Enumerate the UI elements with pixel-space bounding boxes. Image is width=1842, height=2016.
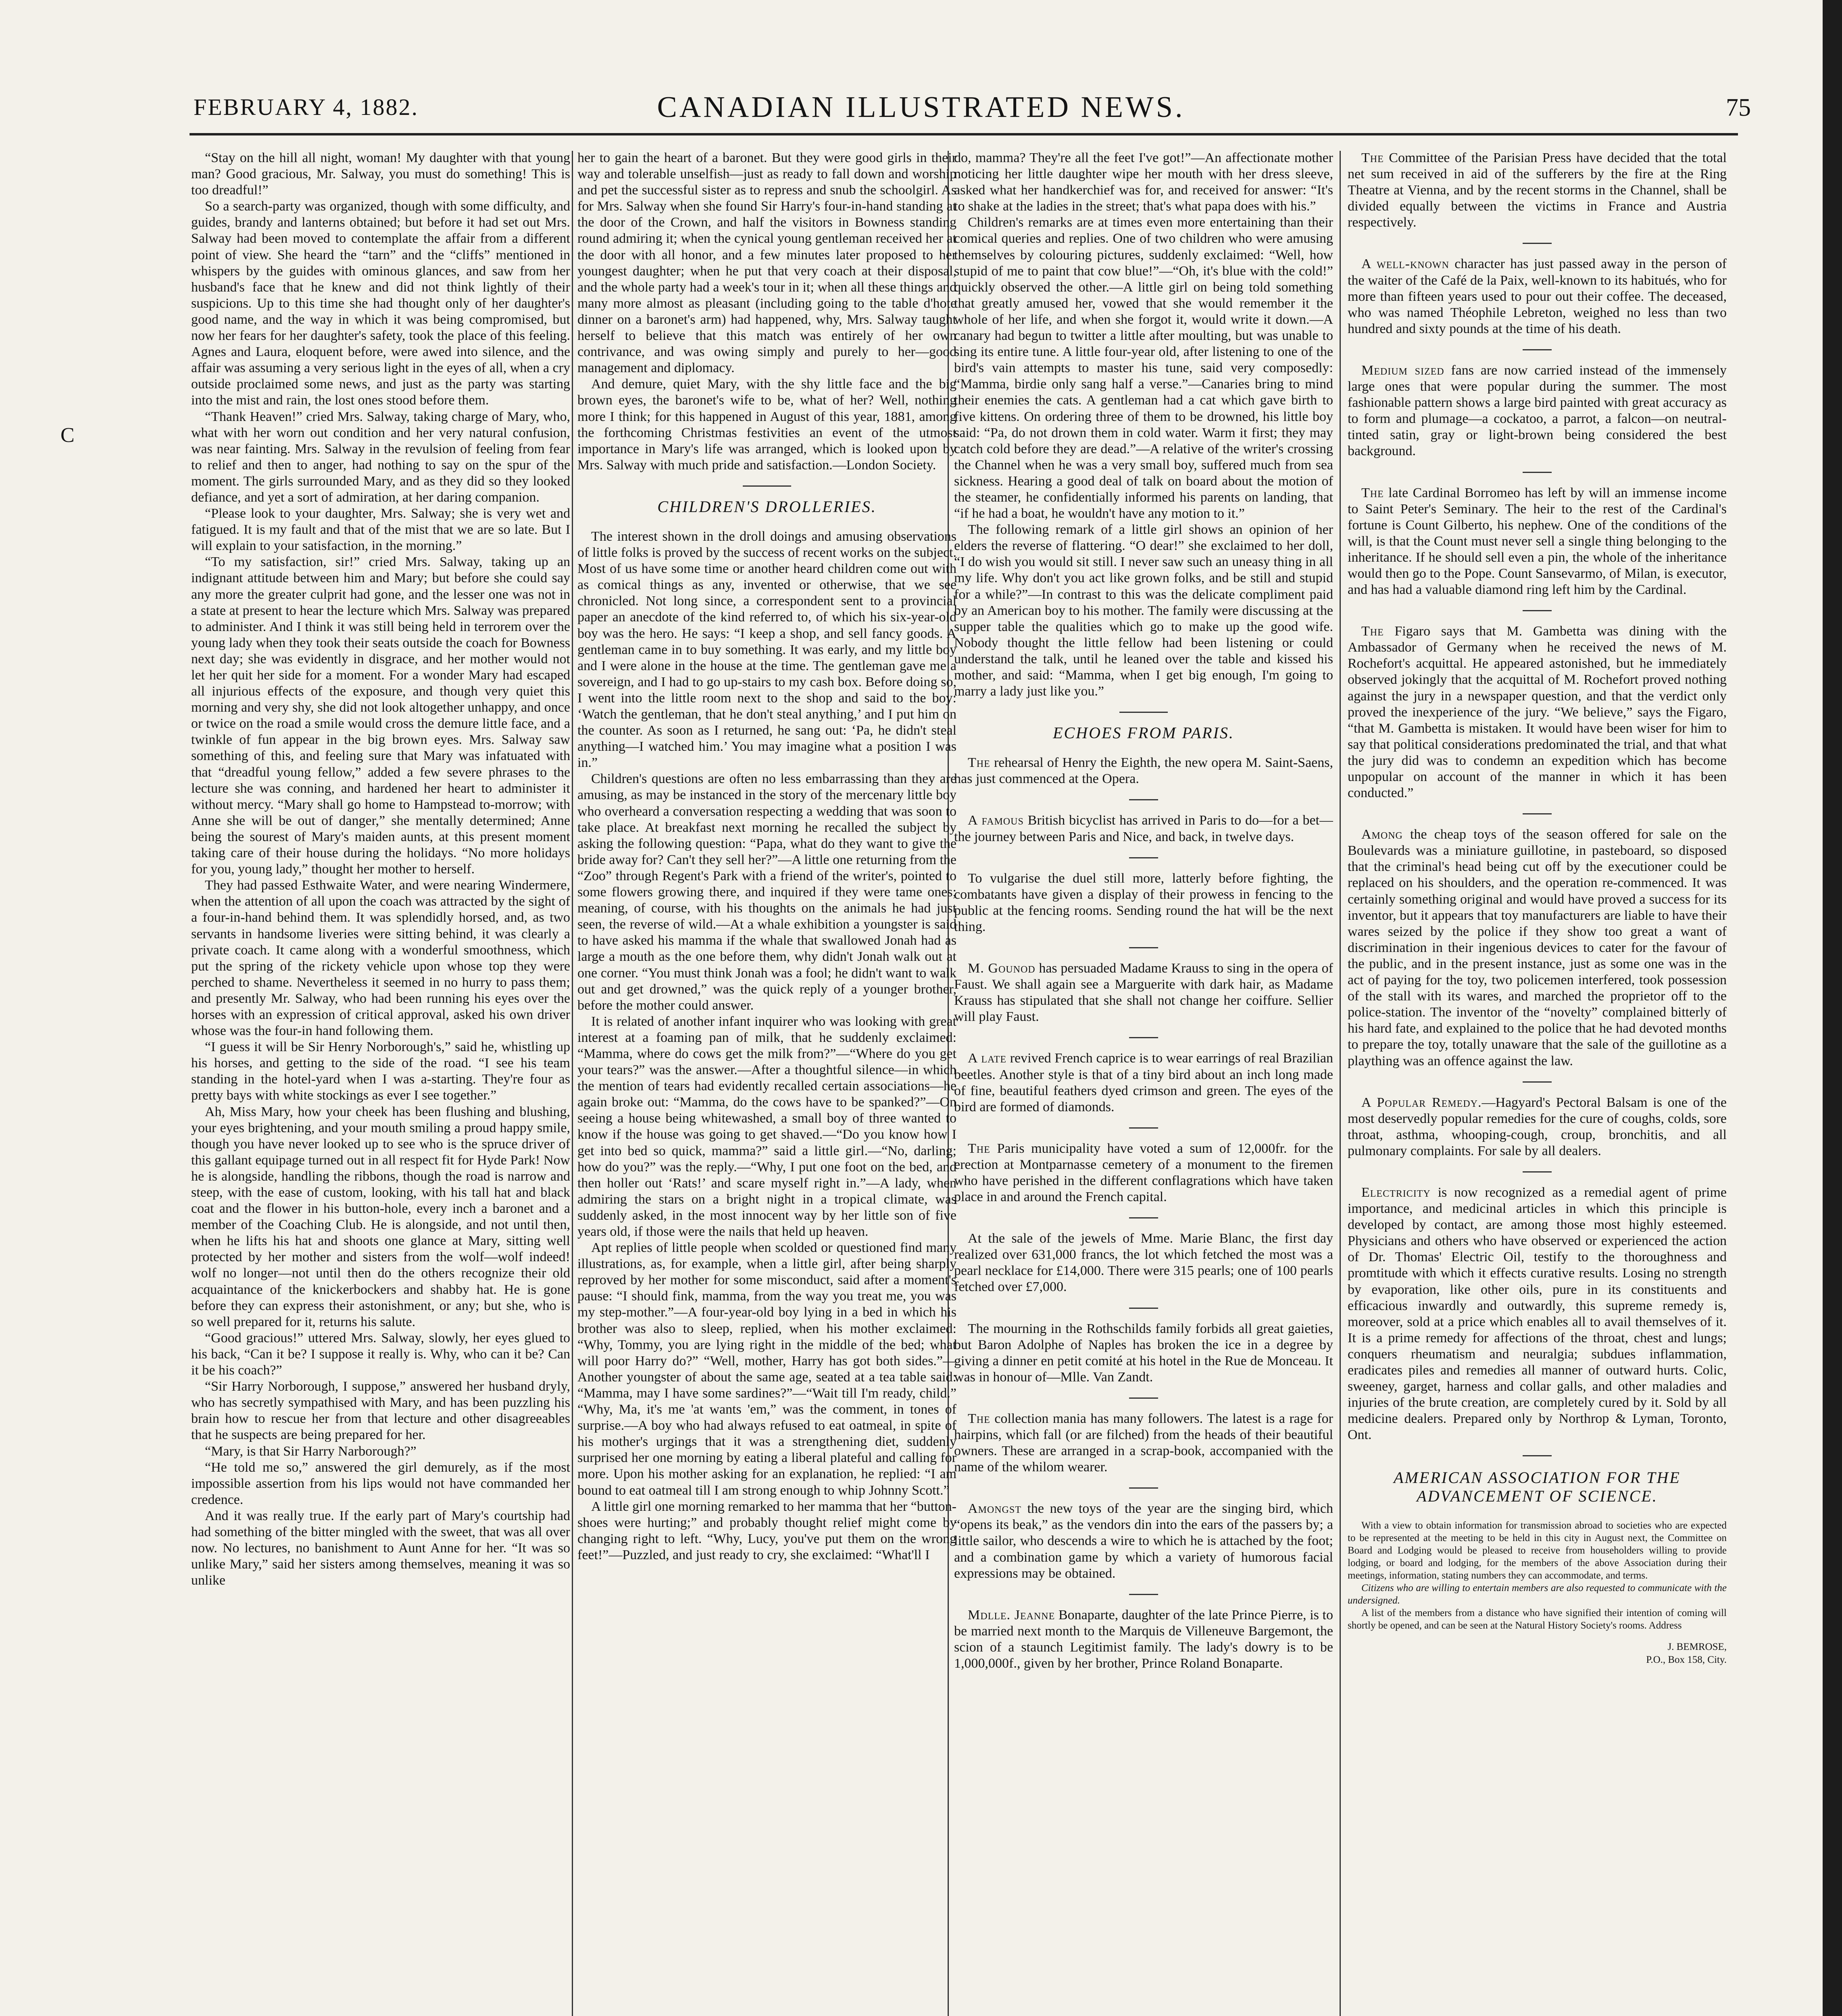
column-2 xyxy=(577,150,956,2016)
news-item xyxy=(1348,1185,1727,1443)
item-text: revived French caprice is to wear earrings of real Brazilian beetles. Another style is that of a tiny bird about an inch long made of fine, beautiful feathers dyed crimson and green. The eyes of the bird are formed of diamonds. xyxy=(954,1051,1333,1114)
item-text: The mourning in the Rothschilds family forbids all great gaieties, but Baron Adolphe of Naples has broken the ice in a degree by giving a dinner en petit comité at his hotel in the Rue de Monceau. It was in honour of—Mlle. Van Zandt. xyxy=(954,1321,1333,1385)
drolleries-paragraph: The interest shown in the droll doings and amusing observations of little folks is proved by the success of recent works on the subject. Most of us have some time or another heard children come out with as comical things as any, invented or otherwise, that we see chronicled. Not long since, a correspondent sent to a provincial paper an anecdote of the kind referred to, of which his six-year-old boy was the hero. He says: “I keep a shop, and sell fancy goods. A gentleman came in to buy something. It was early, and my little boy and I were alone in the house at the time. The gentleman gave me a sovereign, and I had to go up-stairs to my cash box. Before doing so, I went into the little room next to the shop and said to the boy: ‘Watch the gentleman, that he don't steal anything,’ and I put him on the counter. As soon as I returned, he sang out: ‘Pa, he didn't steal anything—I watched him.’ You may imagine what a position I was in.” xyxy=(577,529,956,771)
item-separator xyxy=(1129,1594,1158,1595)
section-rule xyxy=(1119,712,1168,713)
column-divider xyxy=(572,151,573,2016)
news-item xyxy=(954,1231,1333,1295)
news-item xyxy=(1348,150,1727,231)
item-lead: A famous xyxy=(968,813,1024,828)
item-lead: M. Gounod xyxy=(968,961,1036,976)
item-lead: The xyxy=(1361,150,1384,165)
item-separator xyxy=(1129,1308,1158,1309)
item-text: is now recognized as a remedial agent of prime importance, and medicinal articles in which this principle is developed by contact, are among those most highly esteemed. Physicians and others who have observed or experienced the action of Dr. Thomas' Electric Oil, testify to the thoroughness and promtitude with which it effects curative results. Losing no strength by evaporation, like other oils, pure in its constituents and efficacious inwardly and outwardly, this supreme remedy is, moreover, sold at a price which enables all to avail themselves of it. It is a prime remedy for affections of the throat, chest and lungs; conquers rheumatism and neuralgia; subdues inflammation, eradicates piles and remedies all manner of outward hurts. Colic, sweeney, garget, harness and collar galls, and other maladies and injuries of the brute creation, are completely cured by it. Sold by all medicine dealers. Prepared only by Northrop & Lyman, Toronto, Ont. xyxy=(1348,1185,1727,1443)
page-edge-shadow xyxy=(1823,0,1842,2016)
drolleries-paragraph: do, mamma? They're all the feet I've got!”—An affectionate mother noticing her little daughter wipe her mouth with her dress sleeve, asked what her handkerchief was for, and received for answer: “It's to shake at the ladies in the street; that's what papa does with his.” xyxy=(954,150,1333,214)
item-separator xyxy=(1129,1127,1158,1129)
news-item xyxy=(954,1501,1333,1581)
notice-body: A list of the members from a distance who have signified their intention of coming will shortly be opened, and can be seen at the Natural History Society's rooms. Address xyxy=(1348,1608,1727,1631)
story-paragraph: “Sir Harry Norborough, I suppose,” answered her husband dryly, who has secretly sympathised with Mary, and has been puzzling his brain how to rescue her from that lecture and other disagreeables that he suspects are being prepared for her. xyxy=(191,1379,570,1443)
item-text: Committee of the Parisian Press have decided that the total net sum received in aid of the sufferers by the fire at the Ring Theatre at Vienna, and by the recent storms in the Channel, shall be divided equally between the victims in France and Austria respectively. xyxy=(1348,150,1727,230)
item-separator xyxy=(1129,1397,1158,1399)
newspaper-title: CANADIAN ILLUSTRATED NEWS. xyxy=(657,91,1185,124)
notice-heading-line: AMERICAN ASSOCIATION FOR THE xyxy=(1394,1468,1681,1487)
item-lead: Medium sized xyxy=(1361,362,1444,378)
item-lead: Electricity xyxy=(1361,1185,1431,1200)
drolleries-paragraph: A little girl one morning remarked to her mamma that her “button-shoes were hurting;” and probably thought relief might come by changing right to left. “Why, Lucy, you've put them on the wrong feet!”—Puzzled, and just ready to cry, she exclaimed: “What'll I xyxy=(577,1499,956,1562)
item-lead: The xyxy=(1361,485,1384,500)
story-paragraph: Ah, Miss Mary, how your cheek has been flushing and blushing, your eyes brightening, and your mouth smiling a proud happy smile, though you have never looked up to see who is the spruce driver of this gallant equipage turned out in all respect fit for Hyde Park! Now he is alongside, handling the ribbons, though the road is narrow and steep, with the ease of custom, looking, with his tall hat and black coat and the flower in his button-hole, every inch a baronet and a member of the Coaching Club. He is alongside, and not until then, when he lifts his hat and shoots one glance at Mary, sitting well protected by her mother and sisters from the wolf—wolf indeed! wolf no longer—not until then do the others recognize their old acquaintance of the knickerbockers and shabby hat. He is gone before they can express their astonishment, or any; but she, who is so well prepared for it, returns his salute. xyxy=(191,1104,570,1329)
drolleries-paragraph: The following remark of a little girl shows an opinion of her elders the reverse of flattering. “O dear!” she exclaimed to her doll, “I do wish you would sit still. I never saw such an uneasy thing in all my life. Why don't you act like grown folks, and be still and stupid for a while?”—In contrast to this was the delicate compliment paid by an American boy to his mother. The family were discussing at the supper table the qualities which go to make up the good wife. Nobody thought the little fellow had been listening or could understand the talk, until he leaned over the table and kissed his mother, and said: “Mamma, when I get big enough, I'm going to marry a lady just like you.” xyxy=(954,522,1333,699)
story-paragraph: “To my satisfaction, sir!” cried Mrs. Salway, taking up an indignant attitude between him and Mary; but before she could say any more the greater culprit had gone, and the lesser one was not in a state at present to hear the lecture which Mrs. Salway was prepared to administer. And I think it was still being held in terrorem over the young lady when they took their seats outside the coach for Bowness next day; she was evidently in disgrace, and her mother would not let her quit her side for a moment. For a wonder Mary had escaped all injurious effects of the exposure, and though very quiet this morning and very shy, she did not look altogether unhappy, and once or twice on the road a smile would cross the demure little face, and a twinkle of fun appear in the big brown eyes. Mrs. Salway saw something of this, and feeling sure that Mary was infatuated with that “dreadful young fellow,” added a few severe phrases to the lecture she was conning, and hardened her heart to administer it without mercy. “Mary shall go home to Hampstead to-morrow; with Anne she will be out of danger,” she mentally determined; Anne being the sourest of Mary's maiden aunts, at this present moment taking care of their house during the holidays. “No more holidays for you, young lady,” thought her mother to herself. xyxy=(191,554,570,877)
item-separator xyxy=(1523,243,1552,244)
item-text: Paris municipality have voted a sum of 12,000fr. for the erection at Montparnasse cemetery of a monument to the firemen who have perished in the different conflagrations which have taken place in and around the French capital. xyxy=(954,1141,1333,1205)
item-separator xyxy=(1523,1171,1552,1173)
news-item xyxy=(954,1141,1333,1205)
item-separator xyxy=(1523,1081,1552,1083)
item-text: fans are now carried instead of the immensely large ones that were popular during the summer. The most fashionable pattern shows a large bird painted with great accuracy as to form and plumage—a cockatoo, a parrot, a falcon—on neutral-tinted satin, gray or light-brown being considered the best background. xyxy=(1348,362,1727,459)
news-item xyxy=(1348,827,1727,1069)
story-paragraph: “Good gracious!” uttered Mrs. Salway, slowly, her eyes glued to his back, “Can it be? I suppose it really is. Why, who can it be? Can it be his coach?” xyxy=(191,1330,570,1378)
item-lead: A well-known xyxy=(1361,256,1449,272)
notice-heading-line: ADVANCEMENT OF SCIENCE. xyxy=(1417,1487,1658,1506)
item-separator xyxy=(1523,472,1552,473)
section-heading-childrens-drolleries: CHILDREN'S DROLLERIES. xyxy=(657,497,877,516)
news-item xyxy=(954,755,1333,787)
story-paragraph: her to gain the heart of a baronet. But they were good girls in their way and tolerable unselfish—just as ready to fall down and worship and pet the successful sister as to repress and snub the schoolgirl. As for Mrs. Salway when she found Sir Harry's four-in-hand standing at the door of the Crown, and half the visitors in Bowness standing round admiring it; when the cynical young gentleman received her at the door with all honor, and a few minutes later proposed to her youngest daughter; when he put that very coach at their disposal, and the whole party had a week's tour in it; when all these things and many more almost as pleasant (including going to the table d'hote dinner on a baronet's arm) had happened, why, Mrs. Salway taught herself to believe that this match was entirely of her own contrivance, and was owing simply and purely to her—good management and diplomacy. xyxy=(577,150,956,376)
item-text: To vulgarise the duel still more, latterly before fighting, the combatants have given a display of their prowess in fencing to the public at the fencing rooms. Sending round the hat will be the next thing. xyxy=(954,871,1333,934)
item-text: Bonaparte, daughter of the late Prince Pierre, is to be married next month to the Marquis de Villeneuve Bargemont, the scion of a staunch Legitimist family. The lady's dowry is to be 1,000,000f., given by her brother, Prince Roland Bonaparte. xyxy=(954,1607,1333,1671)
item-separator xyxy=(1129,947,1158,948)
item-text: rehearsal of Henry the Eighth, the new opera M. Saint-Saens, has just commenced at the Opera. xyxy=(954,755,1333,787)
news-item xyxy=(954,871,1333,935)
column-3 xyxy=(954,150,1333,2016)
story-paragraph: And demure, quiet Mary, with the shy little face and the big brown eyes, the baronet's wife to be, what of her? Well, nothing more I think; for this happened in August of this year, 1881, among the forthcoming Christmas festivities an event of the utmost importance in Mary's life was arranged, which is looked upon by Mrs. Salway with much pride and satisfaction.—London Society. xyxy=(577,377,956,473)
story-paragraph: “I guess it will be Sir Henry Norborough's,” said he, whistling up his horses, and getting to the side of the road. “I see his team standing in the hotel-yard when I was a-starting. They're four as pretty bays with white stockings as ever I see together.” xyxy=(191,1039,570,1103)
item-text: the new toys of the year are the singing bird, which “opens its beak,” as the vendors din into the ears of the passers by; a little sailor, who descends a wire to which he is attached by the foot; and a combination game by which a variety of humorous facial expressions may be obtained. xyxy=(954,1501,1333,1581)
news-item xyxy=(1348,1095,1727,1159)
story-paragraph: “He told me so,” answered the girl demurely, as if the most impossible assertion from his lips would not have commanded her credence. xyxy=(191,1460,570,1507)
item-separator xyxy=(1523,1455,1552,1456)
news-item xyxy=(954,812,1333,845)
item-text: the cheap toys of the season offered for sale on the Boulevards was a miniature guillotine, in pasteboard, so disposed that the criminal's head being cut off by the executioner could be replaced on his shoulders, and the operation re-commenced. It was certainly something original and would have proved a success for its inventor, but it appears that toy manufacturers are liable to have their wares seized by the police if they show too great a want of discrimination in their ingenious devices to cater for the favour of the public, and in the present instance, just as some one was in the act of paying for the toy, two policemen interfered, took possession of the stall with its wares, and marched the proprietor off to the police-station. The inventor of the “novelty” complained bitterly of his hard fate, and explained to the police that he had devoted months to prepare the toy, totally unaware that the sale of the guillotine as a plaything was an offence against the law. xyxy=(1348,827,1727,1068)
notice-heading xyxy=(1348,1468,1727,1506)
news-item xyxy=(954,1607,1333,1672)
news-item xyxy=(1348,362,1727,460)
drolleries-paragraph: Children's remarks are at times even more entertaining than their comical queries and replies. One of two children who were amusing themselves by colouring pictures, suddenly exclaimed: “Well, how stupid of me to paint that cow blue!”—“Oh, it's blue with the cold!” quickly observed the other.—A little girl on being told something that greatly amused her, vowed that she would remember it the whole of her life, and when she forgot it, would write it down.—A canary had begun to twitter a little after moulting, but was unable to sing its entire tune. A little four-year old, after listening to one of the bird's vain attempts to master his tune, said very composedly: “Mamma, birdie only sang half a verse.”—Canaries bring to mind their enemies the cats. A gentleman had a cat which gave birth to five kittens. On ordering three of them to be drowned, his little boy said: “Pa, do not drown them in cold water. Warm it first; they may catch cold before they are dead.”—A relative of the writer's crossing the Channel when he was a very small boy, suffered much from sea sickness. Hearing a good deal of talk on board about the motion of the steamer, he confidentially informed his parents on landing, that “if he had a boat, he wouldn't have any motion to it.” xyxy=(954,215,1333,521)
news-item xyxy=(1348,485,1727,598)
item-lead: The xyxy=(1361,624,1384,639)
margin-mark: C xyxy=(60,424,75,447)
page-number: 75 xyxy=(1726,94,1751,121)
news-item xyxy=(1348,623,1727,801)
item-separator xyxy=(1523,813,1552,814)
item-text: British bicyclist has arrived in Paris to do—for a bet—the journey between Paris and Nice, and back, in twelve days. xyxy=(954,813,1333,844)
item-lead: Mdlle. Jeanne xyxy=(968,1607,1055,1622)
item-lead: The xyxy=(968,755,990,771)
signature-name: J. BEMROSE, xyxy=(1667,1641,1727,1653)
news-item xyxy=(954,1321,1333,1385)
item-separator xyxy=(1129,1217,1158,1218)
item-text: —Hagyard's Pectoral Balsam is one of the most deservedly popular remedies for the cure of coughs, colds, sore throat, asthma, whooping-cough, croup, bronchitis, and all pulmonary complaints. For sale by all dealers. xyxy=(1348,1095,1727,1158)
story-paragraph: “Please look to your daughter, Mrs. Salway; she is very wet and fatigued. It is my fault and that of the mist that we are so late. But I will explain to your satisfaction, in the morning.” xyxy=(191,506,570,554)
news-item xyxy=(954,960,1333,1025)
section-rule xyxy=(743,485,791,487)
news-item xyxy=(954,1050,1333,1115)
story-paragraph: “Thank Heaven!” cried Mrs. Salway, taking charge of Mary, who, what with her worn out condition and her very natural confusion, was near fainting. Mrs. Salway in the revulsion of feeling from fear to relief and then to anger, had nothing to say on the spur of the moment. The girls surrounded Mary, and as they did so they looked defiance, and yet a sort of admiration, at her daring companion. xyxy=(191,409,570,505)
drolleries-paragraph: Children's questions are often no less embarrassing than they are amusing, as may be instanced in the story of the mercenary little boy who overheard a conversation respecting a wedding that was soon to take place. At breakfast next morning he recalled the subject by asking the following question: “Papa, what do they want to give the bride away for? Can't they sell her?”—A little one returning from the “Zoo” through Regent's Park with a friend of the writer's, pointed to some flowers growing there, and inquired if they were tame ones; meaning, of course, with his thoughts on the animals he had just seen, the reverse of wild.—At a whale exhibition a youngster is said to have asked his mamma if the whale that swallowed Jonah had as large a mouth as the one before them, why didn't Jonah walk out at one corner. “You must think Jonah was a fool; he didn't want to walk out and get drowned,” was the quick reply of a younger brother, before the mother could answer. xyxy=(577,771,956,1013)
section-heading-echoes-from-paris: ECHOES FROM PARIS. xyxy=(1053,724,1234,742)
item-separator xyxy=(1129,799,1158,800)
column-1-story-continuation xyxy=(191,150,570,2016)
item-separator xyxy=(1523,349,1552,350)
story-paragraph: So a search-party was organized, though with some difficulty, and guides, brandy and lanterns obtained; but before it had set out Mrs. Salway had been moved to contemplate the affair from a different point of view. She heard the “tarn” and the “cliffs” mentioned in whispers by the guides with ominous glances, and saw from her husband's face that he knew and did not think lightly of their suspicions. Up to this time she had thought only of her daughter's good name, and the way in which it was being compromised, but now her fears for her daughter's safety, took the place of this feeling. Agnes and Laura, eloquent before, were awed into silence, and the affair was assuming a very serious light in the eyes of all, when a cry outside proclaimed some news, and just as the party was starting into the mist and rain, the lost ones stood before them. xyxy=(191,199,570,408)
item-text: character has just passed away in the person of the waiter of the Café de la Paix, well-known to its habitués, who for more than fifteen years used to pour out their coffee. The deceased, who was named Théophile Lebreton, weighed no less than two hundred and sixty pounds at the time of his death. xyxy=(1348,256,1727,336)
item-separator xyxy=(1129,857,1158,858)
item-lead: Amongst xyxy=(968,1501,1021,1516)
news-item xyxy=(1348,256,1727,337)
item-text: At the sale of the jewels of Mme. Marie Blanc, the first day realized over 631,000 francs, the lot which fetched the most was a pearl necklace for £14,000. There were 315 pearls; one of 100 pearls fetched over £7,000. xyxy=(954,1231,1333,1295)
notice-body-italic: Citizens who are willing to entertain members are also requested to communicate with the undersigned. xyxy=(1348,1583,1727,1606)
story-paragraph: “Stay on the hill all night, woman! My daughter with that young man? Good gracious, Mr. Salway, you must do something! This is too dreadful!” xyxy=(191,150,570,198)
column-divider xyxy=(1340,151,1341,2016)
item-lead: The xyxy=(968,1141,990,1156)
item-lead: The xyxy=(968,1411,990,1426)
drolleries-paragraph: Apt replies of little people when scolded or questioned find many illustrations, as, for example, when a little girl, after being sharply reproved by her mother for some misconduct, said after a moment's pause: “I should fink, mamma, from the way you treat me, you was my step-mother.”—A four-year-old boy lying in a bed in which his brother was also to sleep, replied, when his mother exclaimed: “Why, Tommy, you are lying right in the middle of the bed; what will poor Harry do?” “Well, mother, Harry has got both sides.”—Another youngster of about the same age, seated at a tea table said: “Mamma, may I have some sardines?”—“Wait till I'm ready, child.” “Why, Ma, it's me 'at wants 'em,” was the comment, in tones of surprise.—A boy who had always refused to eat oatmeal, in spite of his mother's urgings that it was a strengthening diet, suddenly surprised her one morning by eating a liberal plateful and calling for more. Upon his mother asking for an explanation, he replied: “I am bound to eat oatmeal till I am strong enough to whip Johnny Scott.” xyxy=(577,1240,956,1498)
item-separator xyxy=(1523,610,1552,611)
item-lead: Among xyxy=(1361,827,1403,842)
item-lead: A late xyxy=(968,1051,1007,1066)
column-4 xyxy=(1348,150,1727,2016)
item-text: has persuaded Madame Krauss to sing in the opera of Faust. We shall again see a Marguerite with dark hair, as Madame Krauss has stipulated that she shall not change her coiffure. Sellier will play Faust. xyxy=(954,961,1333,1025)
item-separator xyxy=(1129,1487,1158,1489)
item-text: late Cardinal Borromeo has left by will an immense income to Saint Peter's Seminary. The heir to the rest of the Cardinal's fortune is Count Gilberto, his nephew. One of the conditions of the will, is that the Count must never sell a single thing belonging to the inheritance. If he should sell even a pin, the whole of the inheritance would then go to the Pope. Count Sansevarmo, of Milan, is executor, and has had a valuable diamond ring left him by the Cardinal. xyxy=(1348,485,1727,598)
story-paragraph: And it was really true. If the early part of Mary's courtship had had something of the bitter mingled with the sweet, that was all over now. No lectures, no banishment to Aunt Anne for her. “It was so unlike Mary,” said her sisters among themselves, meaning it was so unlike xyxy=(191,1508,570,1588)
story-paragraph: They had passed Esthwaite Water, and were nearing Windermere, when the attention of all upon the coach was attracted by the sight of a four-in-hand behind them. It was splendidly horsed, and, as two servants in handsome liveries were sitting behind, it was clearly a private coach. It came along with a wonderful smoothness, which put the spring of the rickety vehicle upon whose top they were perched to shame. Nevertheless it seemed in no hurry to pass them; and presently Mr. Salway, who had been running his eyes over the horses with an expression of critical approval, asked his own driver whose was the four-in hand following them. xyxy=(191,878,570,1039)
signature-address: P.O., Box 158, City. xyxy=(1646,1654,1727,1666)
story-paragraph: “Mary, is that Sir Harry Narborough?” xyxy=(205,1443,417,1459)
item-text: collection mania has many followers. The latest is a rage for hairpins, which fall (or are filched) from the heads of their beautiful owners. These are arranged in a scrap-book, accompanied with the name of the whilom wearer. xyxy=(954,1411,1333,1475)
item-lead: A Popular Remedy. xyxy=(1361,1095,1482,1110)
news-item xyxy=(954,1411,1333,1475)
item-text: Figaro says that M. Gambetta was dining with the Ambassador of Germany when he received the news of M. Rochefort's acquittal. He appeared astonished, but he immediately observed jokingly that the acquittal of M. Rochefort proved nothing against the jury in a newspaper question, and that the verdict only proved the inexperience of the jury. “We believe,” says the Figaro, “that M. Gambetta is mistaken. It would have been wiser for him to say that political considerations predominated the trial, and that what the jury did was to condemn an expedition which has become unpopular on account of the manner in which it has been conducted.” xyxy=(1348,624,1727,801)
item-separator xyxy=(1129,1037,1158,1038)
issue-date: FEBRUARY 4, 1882. xyxy=(194,94,419,120)
drolleries-paragraph: It is related of another infant inquirer who was looking with great interest at a foaming pan of milk, that he suddenly exclaimed: “Mamma, where do cows get the milk from?”—“Where do you get your tears?” was the answer.—After a thoughtful silence—in which the mention of tears had evidently recalled certain associations—he again broke out: “Mamma, do the cows have to be spanked?”—On seeing a house being whitewashed, a small boy of three wanted to know if the house was going to get shaved.—“Do you know how I get into bed so quick, mamma?” said a little girl.—“No, darling; how do you?” was the reply.—“Why, I put one foot on the bed, and then holler out ‘Rats!’ and scare myself right in.”—A lady, when admiring the stars on a bright night in a tropical climate, was suddenly asked, in the most innocent way by her little son of five years old, if those were the nails that held up heaven. xyxy=(577,1014,956,1239)
notice-body: With a view to obtain information for transmission abroad to societies who are expected to be represented at the meeting to be held in this city in August next, the Committee on Board and Lodging would be pleased to receive from householders willing to provide lodging, or board and lodging, for the members of the above Association during their meetings, information, stating numbers they can accommodate, and terms. xyxy=(1348,1520,1727,1581)
masthead-rule xyxy=(190,133,1738,135)
masthead xyxy=(0,0,1842,137)
notice-signature xyxy=(1348,1641,1727,1666)
